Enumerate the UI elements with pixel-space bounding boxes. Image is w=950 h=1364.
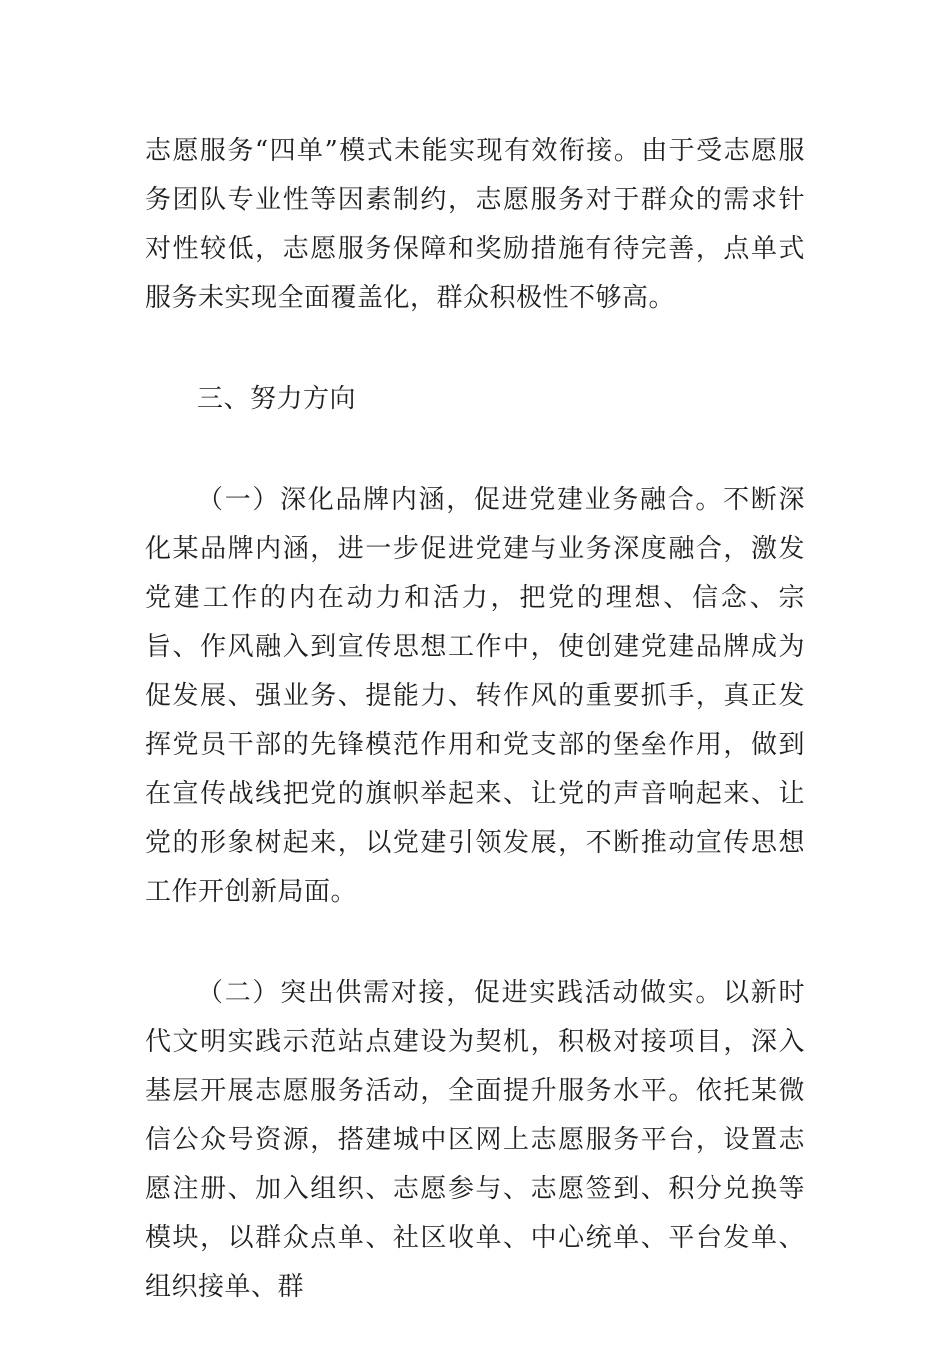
paragraph-volunteer-service-issues: 志愿服务“四单”模式未能实现有效衔接。由于受志愿服务团队专业性等因素制约，志愿服务对于群众的需求针对性较低，志愿服务保障和奖励措施有待完善，点单式服务未实现全面覆盖化，群众积极性不够高。: [145, 136, 805, 313]
paragraph-supply-demand-docking: （二）突出供需对接，促进实践活动做实。以新时代文明实践示范站点建设为契机，积极对接项目，深入基层开展志愿服务活动，全面提升服务水平。依托某微信公众号资源，搭建城中区网上志愿服务平台，设置志愿注册、加入组织、志愿参与、志愿签到、积分兑换等模块，以群众点单、社区收单、中心统单、平台发单、组织接单、群: [145, 978, 805, 1302]
section-heading-effort-direction: 三、努力方向: [197, 384, 357, 414]
paragraph-brand-connotation: （一）深化品牌内涵，促进党建业务融合。不断深化某品牌内涵，进一步促进党建与业务深度融合，激发党建工作的内在动力和活力，把党的理想、信念、宗旨、作风融入到宣传思想工作中，使创建党建品牌成为促发展、强业务、提能力、转作风的重要抓手，真正发挥党员干部的先锋模范作用和党支部的堡垒作用，做到在宣传战线把党的旗帜举起来、让党的声音响起来、让党的形象树起来，以党建引领发展，不断推动宣传思想工作开创新局面。: [145, 485, 805, 907]
